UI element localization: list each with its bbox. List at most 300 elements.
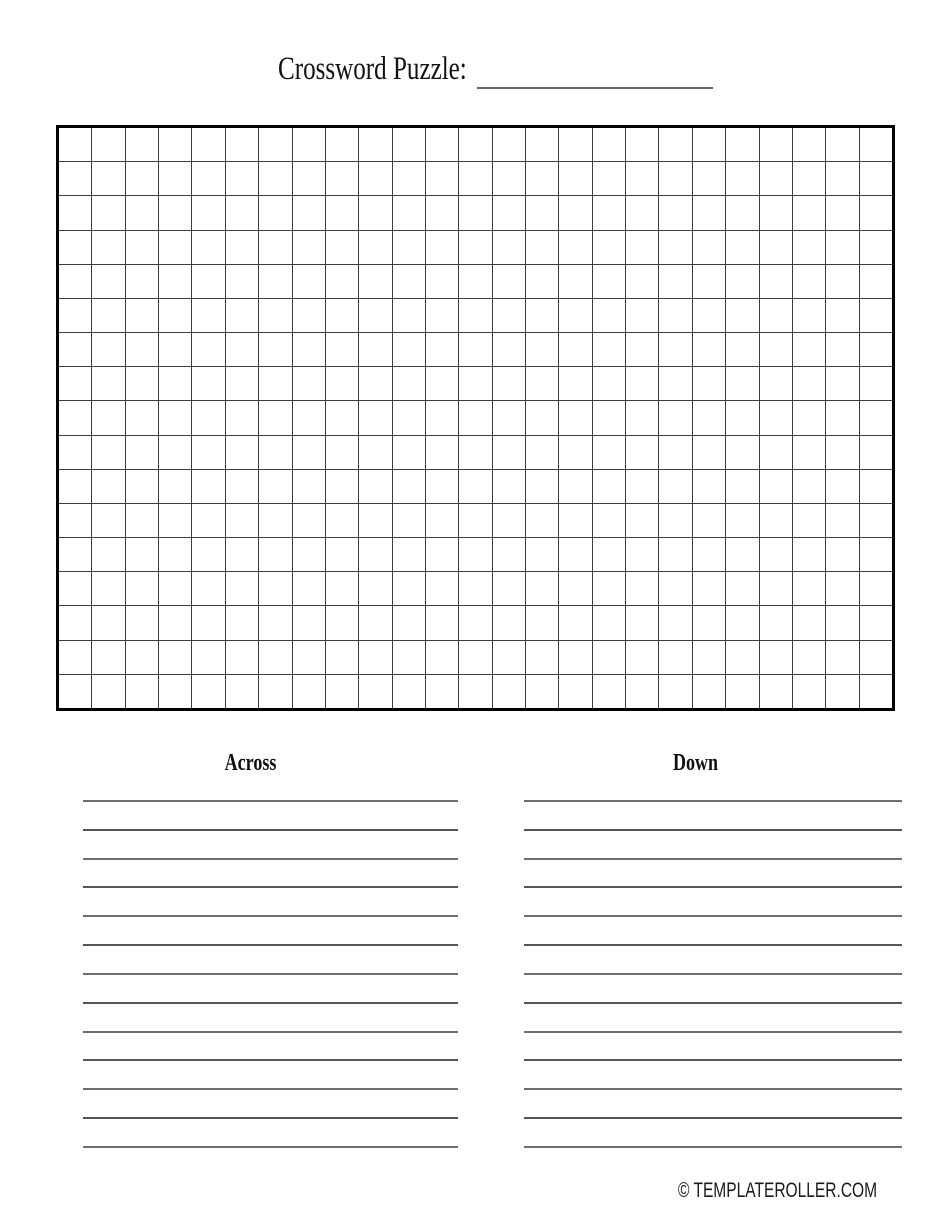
grid-cell[interactable] xyxy=(760,436,792,469)
grid-cell[interactable] xyxy=(226,231,258,264)
grid-cell[interactable] xyxy=(826,641,858,674)
grid-cell[interactable] xyxy=(126,128,158,161)
grid-cell[interactable] xyxy=(860,436,892,469)
grid-cell[interactable] xyxy=(226,299,258,332)
grid-cell[interactable] xyxy=(693,504,725,537)
across-clue-line[interactable] xyxy=(83,1090,458,1119)
grid-cell[interactable] xyxy=(793,162,825,195)
grid-cell[interactable] xyxy=(726,231,758,264)
grid-cell[interactable] xyxy=(693,265,725,298)
grid-cell[interactable] xyxy=(459,162,491,195)
grid-cell[interactable] xyxy=(393,606,425,639)
grid-cell[interactable] xyxy=(259,436,291,469)
grid-cell[interactable] xyxy=(459,436,491,469)
grid-cell[interactable] xyxy=(760,401,792,434)
grid-cell[interactable] xyxy=(760,572,792,605)
grid-cell[interactable] xyxy=(226,572,258,605)
grid-cell[interactable] xyxy=(92,265,124,298)
grid-cell[interactable] xyxy=(126,675,158,708)
across-clue-line[interactable] xyxy=(83,946,458,975)
grid-cell[interactable] xyxy=(459,572,491,605)
grid-cell[interactable] xyxy=(326,333,358,366)
grid-cell[interactable] xyxy=(793,436,825,469)
grid-cell[interactable] xyxy=(559,606,591,639)
grid-cell[interactable] xyxy=(526,128,558,161)
grid-cell[interactable] xyxy=(693,436,725,469)
grid-cell[interactable] xyxy=(393,504,425,537)
grid-cell[interactable] xyxy=(393,128,425,161)
down-clue-line[interactable] xyxy=(524,860,902,889)
grid-cell[interactable] xyxy=(393,333,425,366)
grid-cell[interactable] xyxy=(793,231,825,264)
grid-cell[interactable] xyxy=(860,265,892,298)
down-clue-line[interactable] xyxy=(524,917,902,946)
grid-cell[interactable] xyxy=(192,299,224,332)
grid-cell[interactable] xyxy=(593,231,625,264)
grid-cell[interactable] xyxy=(559,333,591,366)
grid-cell[interactable] xyxy=(192,196,224,229)
grid-cell[interactable] xyxy=(593,401,625,434)
grid-cell[interactable] xyxy=(293,196,325,229)
grid-cell[interactable] xyxy=(593,367,625,400)
down-clue-line[interactable] xyxy=(524,975,902,1004)
grid-cell[interactable] xyxy=(559,299,591,332)
grid-cell[interactable] xyxy=(626,333,658,366)
grid-cell[interactable] xyxy=(760,231,792,264)
grid-cell[interactable] xyxy=(860,675,892,708)
grid-cell[interactable] xyxy=(192,504,224,537)
grid-cell[interactable] xyxy=(59,196,91,229)
grid-cell[interactable] xyxy=(226,265,258,298)
grid-cell[interactable] xyxy=(226,641,258,674)
grid-cell[interactable] xyxy=(659,572,691,605)
grid-cell[interactable] xyxy=(459,401,491,434)
grid-cell[interactable] xyxy=(559,572,591,605)
grid-cell[interactable] xyxy=(693,538,725,571)
grid-cell[interactable] xyxy=(259,538,291,571)
grid-cell[interactable] xyxy=(92,675,124,708)
grid-cell[interactable] xyxy=(493,675,525,708)
down-clue-line[interactable] xyxy=(524,802,902,831)
grid-cell[interactable] xyxy=(126,367,158,400)
grid-cell[interactable] xyxy=(593,265,625,298)
grid-cell[interactable] xyxy=(526,675,558,708)
across-clue-line[interactable] xyxy=(83,917,458,946)
grid-cell[interactable] xyxy=(693,470,725,503)
grid-cell[interactable] xyxy=(126,333,158,366)
grid-cell[interactable] xyxy=(92,436,124,469)
grid-cell[interactable] xyxy=(760,333,792,366)
grid-cell[interactable] xyxy=(626,572,658,605)
grid-cell[interactable] xyxy=(760,265,792,298)
grid-cell[interactable] xyxy=(493,470,525,503)
grid-cell[interactable] xyxy=(92,538,124,571)
grid-cell[interactable] xyxy=(226,333,258,366)
grid-cell[interactable] xyxy=(226,436,258,469)
grid-cell[interactable] xyxy=(593,128,625,161)
grid-cell[interactable] xyxy=(326,162,358,195)
grid-cell[interactable] xyxy=(626,162,658,195)
grid-cell[interactable] xyxy=(126,162,158,195)
grid-cell[interactable] xyxy=(559,504,591,537)
grid-cell[interactable] xyxy=(559,538,591,571)
grid-cell[interactable] xyxy=(426,572,458,605)
grid-cell[interactable] xyxy=(359,675,391,708)
grid-cell[interactable] xyxy=(593,675,625,708)
down-clue-line[interactable] xyxy=(524,1119,902,1148)
grid-cell[interactable] xyxy=(192,538,224,571)
grid-cell[interactable] xyxy=(593,299,625,332)
down-clue-line[interactable] xyxy=(524,1004,902,1033)
grid-cell[interactable] xyxy=(192,367,224,400)
grid-cell[interactable] xyxy=(659,436,691,469)
grid-cell[interactable] xyxy=(593,538,625,571)
grid-cell[interactable] xyxy=(626,606,658,639)
grid-cell[interactable] xyxy=(126,231,158,264)
grid-cell[interactable] xyxy=(860,299,892,332)
grid-cell[interactable] xyxy=(326,436,358,469)
grid-cell[interactable] xyxy=(626,231,658,264)
grid-cell[interactable] xyxy=(693,128,725,161)
grid-cell[interactable] xyxy=(493,333,525,366)
grid-cell[interactable] xyxy=(726,436,758,469)
grid-cell[interactable] xyxy=(793,401,825,434)
grid-cell[interactable] xyxy=(593,470,625,503)
grid-cell[interactable] xyxy=(793,538,825,571)
grid-cell[interactable] xyxy=(726,572,758,605)
grid-cell[interactable] xyxy=(526,470,558,503)
across-clue-line[interactable] xyxy=(83,1004,458,1033)
grid-cell[interactable] xyxy=(559,367,591,400)
grid-cell[interactable] xyxy=(559,196,591,229)
grid-cell[interactable] xyxy=(626,196,658,229)
across-clue-line[interactable] xyxy=(83,1119,458,1148)
grid-cell[interactable] xyxy=(359,401,391,434)
grid-cell[interactable] xyxy=(326,572,358,605)
grid-cell[interactable] xyxy=(693,367,725,400)
grid-cell[interactable] xyxy=(226,196,258,229)
grid-cell[interactable] xyxy=(559,470,591,503)
grid-cell[interactable] xyxy=(760,538,792,571)
grid-cell[interactable] xyxy=(92,162,124,195)
grid-cell[interactable] xyxy=(192,641,224,674)
grid-cell[interactable] xyxy=(526,196,558,229)
grid-cell[interactable] xyxy=(192,333,224,366)
grid-cell[interactable] xyxy=(493,162,525,195)
grid-cell[interactable] xyxy=(626,470,658,503)
across-clue-line[interactable] xyxy=(83,773,458,802)
grid-cell[interactable] xyxy=(826,162,858,195)
grid-cell[interactable] xyxy=(326,470,358,503)
grid-cell[interactable] xyxy=(393,572,425,605)
grid-cell[interactable] xyxy=(159,196,191,229)
grid-cell[interactable] xyxy=(826,128,858,161)
grid-cell[interactable] xyxy=(393,196,425,229)
grid-cell[interactable] xyxy=(359,265,391,298)
grid-cell[interactable] xyxy=(92,641,124,674)
grid-cell[interactable] xyxy=(793,128,825,161)
grid-cell[interactable] xyxy=(359,572,391,605)
grid-cell[interactable] xyxy=(159,538,191,571)
grid-cell[interactable] xyxy=(126,606,158,639)
grid-cell[interactable] xyxy=(726,265,758,298)
grid-cell[interactable] xyxy=(726,470,758,503)
grid-cell[interactable] xyxy=(259,675,291,708)
down-clue-line[interactable] xyxy=(524,1061,902,1090)
grid-cell[interactable] xyxy=(92,367,124,400)
grid-cell[interactable] xyxy=(59,299,91,332)
grid-cell[interactable] xyxy=(393,436,425,469)
grid-cell[interactable] xyxy=(192,265,224,298)
grid-cell[interactable] xyxy=(393,265,425,298)
grid-cell[interactable] xyxy=(726,333,758,366)
grid-cell[interactable] xyxy=(92,299,124,332)
grid-cell[interactable] xyxy=(92,401,124,434)
grid-cell[interactable] xyxy=(726,675,758,708)
grid-cell[interactable] xyxy=(693,675,725,708)
grid-cell[interactable] xyxy=(493,504,525,537)
grid-cell[interactable] xyxy=(426,538,458,571)
grid-cell[interactable] xyxy=(726,606,758,639)
grid-cell[interactable] xyxy=(293,504,325,537)
grid-cell[interactable] xyxy=(493,401,525,434)
grid-cell[interactable] xyxy=(493,641,525,674)
across-clue-line[interactable] xyxy=(83,802,458,831)
grid-cell[interactable] xyxy=(826,299,858,332)
grid-cell[interactable] xyxy=(693,299,725,332)
grid-cell[interactable] xyxy=(860,504,892,537)
grid-cell[interactable] xyxy=(793,470,825,503)
grid-cell[interactable] xyxy=(92,606,124,639)
grid-cell[interactable] xyxy=(626,299,658,332)
grid-cell[interactable] xyxy=(259,367,291,400)
grid-cell[interactable] xyxy=(826,265,858,298)
grid-cell[interactable] xyxy=(626,401,658,434)
grid-cell[interactable] xyxy=(426,367,458,400)
grid-cell[interactable] xyxy=(659,367,691,400)
grid-cell[interactable] xyxy=(192,606,224,639)
grid-cell[interactable] xyxy=(293,265,325,298)
grid-cell[interactable] xyxy=(226,162,258,195)
grid-cell[interactable] xyxy=(693,572,725,605)
grid-cell[interactable] xyxy=(226,401,258,434)
grid-cell[interactable] xyxy=(659,504,691,537)
grid-cell[interactable] xyxy=(459,196,491,229)
grid-cell[interactable] xyxy=(826,675,858,708)
grid-cell[interactable] xyxy=(860,470,892,503)
grid-cell[interactable] xyxy=(793,675,825,708)
grid-cell[interactable] xyxy=(860,572,892,605)
grid-cell[interactable] xyxy=(259,641,291,674)
grid-cell[interactable] xyxy=(159,641,191,674)
grid-cell[interactable] xyxy=(192,128,224,161)
grid-cell[interactable] xyxy=(426,333,458,366)
grid-cell[interactable] xyxy=(526,436,558,469)
grid-cell[interactable] xyxy=(126,504,158,537)
grid-cell[interactable] xyxy=(192,572,224,605)
grid-cell[interactable] xyxy=(259,231,291,264)
grid-cell[interactable] xyxy=(493,299,525,332)
grid-cell[interactable] xyxy=(359,538,391,571)
grid-cell[interactable] xyxy=(59,606,91,639)
grid-cell[interactable] xyxy=(126,641,158,674)
grid-cell[interactable] xyxy=(359,606,391,639)
grid-cell[interactable] xyxy=(459,470,491,503)
grid-cell[interactable] xyxy=(159,675,191,708)
grid-cell[interactable] xyxy=(726,196,758,229)
across-clue-line[interactable] xyxy=(83,1033,458,1062)
grid-cell[interactable] xyxy=(59,231,91,264)
across-clue-line[interactable] xyxy=(83,1061,458,1090)
grid-cell[interactable] xyxy=(359,162,391,195)
grid-cell[interactable] xyxy=(59,641,91,674)
grid-cell[interactable] xyxy=(393,299,425,332)
across-clue-line[interactable] xyxy=(83,975,458,1004)
grid-cell[interactable] xyxy=(59,128,91,161)
grid-cell[interactable] xyxy=(59,436,91,469)
grid-cell[interactable] xyxy=(393,675,425,708)
grid-cell[interactable] xyxy=(293,367,325,400)
across-clue-line[interactable] xyxy=(83,860,458,889)
grid-cell[interactable] xyxy=(793,299,825,332)
grid-cell[interactable] xyxy=(626,538,658,571)
grid-cell[interactable] xyxy=(326,504,358,537)
grid-cell[interactable] xyxy=(826,231,858,264)
grid-cell[interactable] xyxy=(259,196,291,229)
grid-cell[interactable] xyxy=(459,231,491,264)
grid-cell[interactable] xyxy=(92,196,124,229)
grid-cell[interactable] xyxy=(426,606,458,639)
grid-cell[interactable] xyxy=(726,162,758,195)
grid-cell[interactable] xyxy=(693,401,725,434)
grid-cell[interactable] xyxy=(726,538,758,571)
grid-cell[interactable] xyxy=(426,675,458,708)
grid-cell[interactable] xyxy=(426,265,458,298)
grid-cell[interactable] xyxy=(760,128,792,161)
grid-cell[interactable] xyxy=(326,196,358,229)
grid-cell[interactable] xyxy=(760,299,792,332)
grid-cell[interactable] xyxy=(826,436,858,469)
grid-cell[interactable] xyxy=(293,162,325,195)
grid-cell[interactable] xyxy=(593,333,625,366)
grid-cell[interactable] xyxy=(526,231,558,264)
grid-cell[interactable] xyxy=(359,231,391,264)
grid-cell[interactable] xyxy=(793,572,825,605)
grid-cell[interactable] xyxy=(426,162,458,195)
grid-cell[interactable] xyxy=(593,436,625,469)
grid-cell[interactable] xyxy=(493,231,525,264)
grid-cell[interactable] xyxy=(793,504,825,537)
grid-cell[interactable] xyxy=(159,128,191,161)
grid-cell[interactable] xyxy=(259,265,291,298)
grid-cell[interactable] xyxy=(126,299,158,332)
grid-cell[interactable] xyxy=(226,470,258,503)
grid-cell[interactable] xyxy=(659,641,691,674)
grid-cell[interactable] xyxy=(359,436,391,469)
grid-cell[interactable] xyxy=(659,196,691,229)
grid-cell[interactable] xyxy=(326,538,358,571)
grid-cell[interactable] xyxy=(393,231,425,264)
grid-cell[interactable] xyxy=(459,265,491,298)
grid-cell[interactable] xyxy=(259,128,291,161)
grid-cell[interactable] xyxy=(259,572,291,605)
grid-cell[interactable] xyxy=(426,436,458,469)
grid-cell[interactable] xyxy=(326,641,358,674)
grid-cell[interactable] xyxy=(326,606,358,639)
grid-cell[interactable] xyxy=(192,675,224,708)
grid-cell[interactable] xyxy=(826,367,858,400)
grid-cell[interactable] xyxy=(359,196,391,229)
grid-cell[interactable] xyxy=(459,128,491,161)
grid-cell[interactable] xyxy=(760,162,792,195)
grid-cell[interactable] xyxy=(359,470,391,503)
grid-cell[interactable] xyxy=(659,675,691,708)
grid-cell[interactable] xyxy=(593,162,625,195)
grid-cell[interactable] xyxy=(426,231,458,264)
grid-cell[interactable] xyxy=(326,367,358,400)
grid-cell[interactable] xyxy=(860,538,892,571)
grid-cell[interactable] xyxy=(526,641,558,674)
grid-cell[interactable] xyxy=(726,128,758,161)
grid-cell[interactable] xyxy=(59,162,91,195)
grid-cell[interactable] xyxy=(192,470,224,503)
down-clue-line[interactable] xyxy=(524,773,902,802)
grid-cell[interactable] xyxy=(226,128,258,161)
grid-cell[interactable] xyxy=(293,436,325,469)
grid-cell[interactable] xyxy=(159,231,191,264)
grid-cell[interactable] xyxy=(526,333,558,366)
grid-cell[interactable] xyxy=(493,606,525,639)
grid-cell[interactable] xyxy=(826,470,858,503)
grid-cell[interactable] xyxy=(793,641,825,674)
grid-cell[interactable] xyxy=(593,641,625,674)
grid-cell[interactable] xyxy=(726,367,758,400)
grid-cell[interactable] xyxy=(92,470,124,503)
grid-cell[interactable] xyxy=(259,162,291,195)
grid-cell[interactable] xyxy=(259,401,291,434)
grid-cell[interactable] xyxy=(259,504,291,537)
grid-cell[interactable] xyxy=(626,675,658,708)
grid-cell[interactable] xyxy=(860,401,892,434)
grid-cell[interactable] xyxy=(826,504,858,537)
grid-cell[interactable] xyxy=(493,572,525,605)
grid-cell[interactable] xyxy=(359,641,391,674)
grid-cell[interactable] xyxy=(459,367,491,400)
grid-cell[interactable] xyxy=(526,367,558,400)
grid-cell[interactable] xyxy=(626,128,658,161)
grid-cell[interactable] xyxy=(293,606,325,639)
grid-cell[interactable] xyxy=(159,606,191,639)
grid-cell[interactable] xyxy=(493,367,525,400)
grid-cell[interactable] xyxy=(760,196,792,229)
grid-cell[interactable] xyxy=(593,606,625,639)
grid-cell[interactable] xyxy=(159,572,191,605)
grid-cell[interactable] xyxy=(693,641,725,674)
grid-cell[interactable] xyxy=(326,231,358,264)
down-clue-line[interactable] xyxy=(524,831,902,860)
down-clue-line[interactable] xyxy=(524,1033,902,1062)
grid-cell[interactable] xyxy=(159,401,191,434)
grid-cell[interactable] xyxy=(426,401,458,434)
grid-cell[interactable] xyxy=(693,196,725,229)
grid-cell[interactable] xyxy=(359,128,391,161)
grid-cell[interactable] xyxy=(659,401,691,434)
grid-cell[interactable] xyxy=(293,231,325,264)
grid-cell[interactable] xyxy=(159,162,191,195)
grid-cell[interactable] xyxy=(526,504,558,537)
grid-cell[interactable] xyxy=(326,299,358,332)
grid-cell[interactable] xyxy=(459,641,491,674)
